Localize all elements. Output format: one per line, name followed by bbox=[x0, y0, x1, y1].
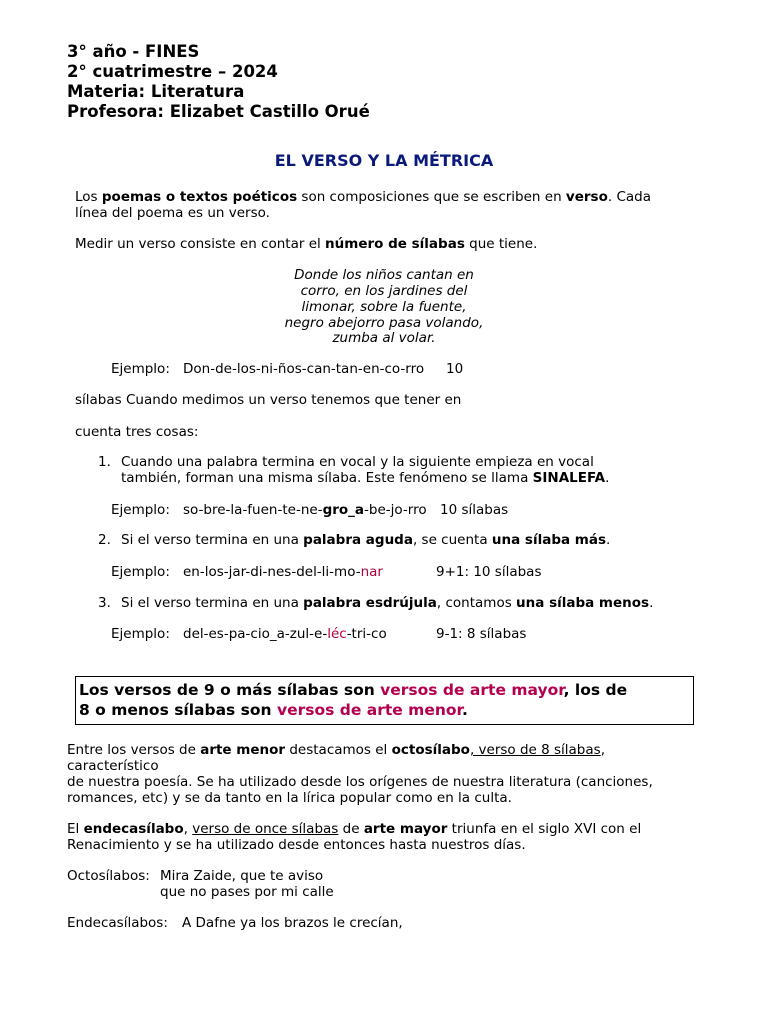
poem-line: negro abejorro pasa volando, bbox=[284, 315, 484, 331]
header-course: 3° año - FINES bbox=[67, 42, 200, 61]
header-teacher: Profesora: Elizabet Castillo Orué bbox=[67, 102, 370, 121]
octosilabo-paragraph-line-4: romances, etc) y se da tanto en la lírica popular como en la culta. bbox=[67, 790, 512, 806]
example-count: 10 sílabas bbox=[440, 502, 509, 518]
example-count: 9-1: 8 sílabas bbox=[436, 626, 527, 642]
rule-number: 1. bbox=[98, 454, 111, 470]
poem-line: corro, en los jardines del bbox=[300, 283, 468, 299]
poem-line: limonar, sobre la fuente, bbox=[301, 299, 467, 315]
example-syllables: Don-de-los-ni-ños-can-tan-en-co-rro bbox=[183, 361, 425, 377]
intro-paragraph-2: Medir un verso consiste en contar el número de sílabas que tiene. bbox=[75, 236, 538, 252]
header-term: 2° cuatrimestre – 2024 bbox=[67, 62, 278, 81]
highlight-box-text: Los versos de 9 o más sílabas son versos de arte mayor, los de 8 o menos sílabas son versos de arte menor. bbox=[79, 681, 628, 719]
rule-1-line-1: Cuando una palabra termina en vocal y la siguiente empieza en vocal bbox=[121, 454, 594, 470]
rule-number: 2. bbox=[98, 532, 111, 548]
octosilabo-paragraph-line-2: característico bbox=[67, 758, 159, 774]
rule-1-line-2: también, forman una misma sílaba. Este fenómeno se llama SINALEFA. bbox=[121, 470, 610, 486]
rule-2-text: Si el verso termina en una palabra aguda, se cuenta una sílaba más. bbox=[121, 532, 611, 548]
octosilabo-paragraph-line-1: Entre los versos de arte menor destacamos el octosílabo, verso de 8 sílabas, bbox=[67, 742, 605, 758]
example-label: Ejemplo: bbox=[111, 626, 170, 642]
example-label: Ejemplo: bbox=[111, 361, 170, 377]
highlight-box bbox=[75, 676, 694, 725]
endecasilabos-example-line-1: A Dafne ya los brazos le crecían, bbox=[182, 915, 403, 931]
example-count: 10 bbox=[446, 361, 464, 377]
example-syllables: so-bre-la-fuen-te-ne-gro_a-be-jo-rro bbox=[183, 502, 427, 518]
octosilabos-example-line-2: que no pases por mi calle bbox=[160, 884, 334, 900]
continuation-line-2: cuenta tres cosas: bbox=[75, 424, 199, 440]
continuation-line-1: sílabas Cuando medimos un verso tenemos que tener en bbox=[75, 392, 462, 408]
header-subject: Materia: Literatura bbox=[67, 82, 245, 101]
intro-paragraph-1-line2: línea del poema es un verso. bbox=[75, 205, 270, 221]
example-syllables: del-es-pa-cio_a-zul-e-léc-tri-co bbox=[183, 626, 387, 642]
poem-line: Donde los niños cantan en bbox=[294, 267, 474, 283]
example-count: 9+1: 10 sílabas bbox=[436, 564, 542, 580]
endecasilabo-paragraph-line-1: El endecasílabo, verso de once sílabas de arte mayor triunfa en el siglo XVI con el bbox=[67, 821, 642, 837]
endecasilabo-paragraph-line-2: Renacimiento y se ha utilizado desde entonces hasta nuestros días. bbox=[67, 837, 526, 853]
rule-3-text: Si el verso termina en una palabra esdrújula, contamos una sílaba menos. bbox=[121, 595, 654, 611]
poem-line: zumba al volar. bbox=[332, 330, 436, 346]
octosilabo-paragraph-line-3: de nuestra poesía. Se ha utilizado desde los orígenes de nuestra literatura (canciones, bbox=[67, 774, 653, 790]
example-label: Ejemplo: bbox=[111, 564, 170, 580]
example-label: Ejemplo: bbox=[111, 502, 170, 518]
rule-number: 3. bbox=[98, 595, 111, 611]
page-title: EL VERSO Y LA MÉTRICA bbox=[274, 151, 494, 170]
octosilabos-label: Octosílabos: bbox=[67, 868, 150, 884]
octosilabos-example-line-1: Mira Zaide, que te aviso bbox=[160, 868, 324, 884]
endecasilabos-label: Endecasílabos: bbox=[67, 915, 168, 931]
intro-paragraph-1: Los poemas o textos poéticos son composiciones que se escriben en verso. Cada bbox=[75, 189, 651, 205]
example-syllables: en-los-jar-di-nes-del-li-mo-nar bbox=[183, 564, 383, 580]
